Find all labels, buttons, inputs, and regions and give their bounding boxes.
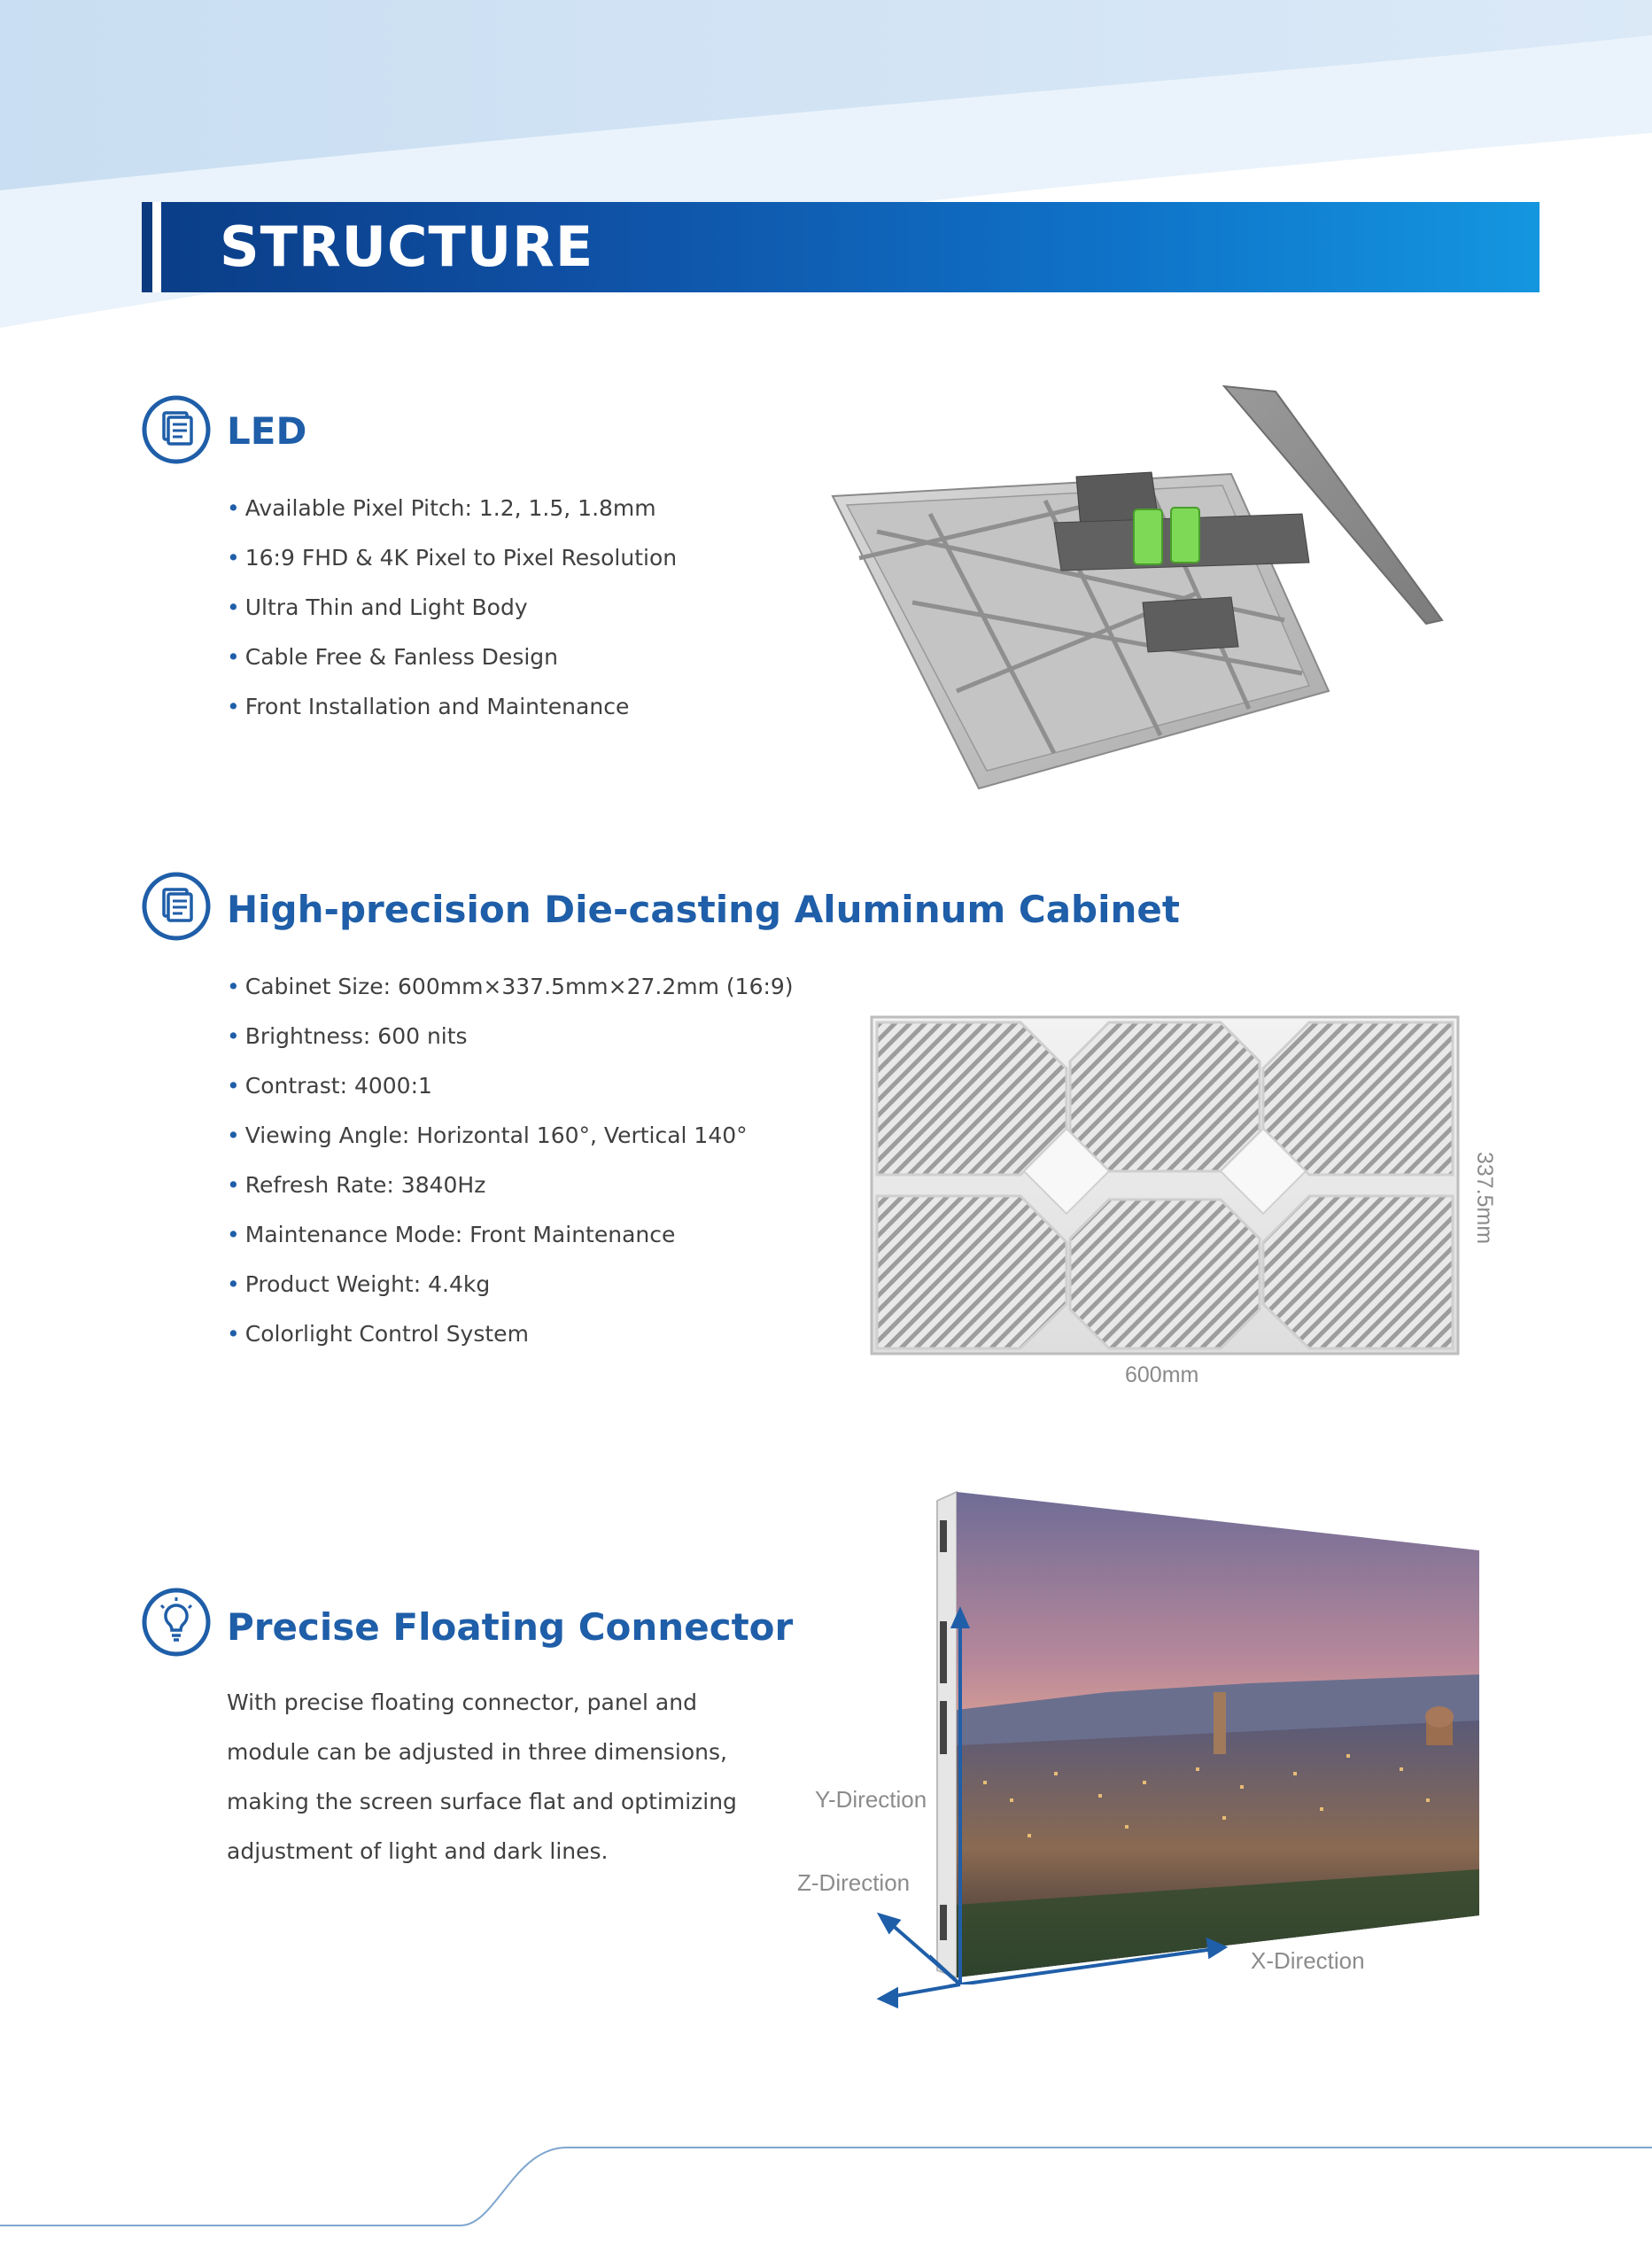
led-cabinet-exploded-image — [824, 381, 1462, 797]
page-title: STRUCTURE — [220, 214, 594, 279]
z-direction-label: Z-Direction — [797, 1869, 911, 1896]
list-item: • Brightness: 600 nits — [227, 1012, 794, 1061]
y-direction-label: Y-Direction — [815, 1786, 927, 1813]
cabinet-section-title: High-precision Die-casting Aluminum Cabinet — [227, 888, 1180, 931]
banner-gap — [152, 202, 161, 292]
list-item: • Product Weight: 4.4kg — [227, 1260, 794, 1309]
document-stack-icon — [142, 872, 211, 941]
list-item: • Colorlight Control System — [227, 1309, 794, 1359]
connector-description: With precise floating connector, panel and module can be adjusted in three dimensions, making the screen surface flat and optimizing adjustment of light and dark lines. — [227, 1689, 737, 1864]
direction-arrows — [850, 1905, 1028, 2064]
list-item: • Maintenance Mode: Front Maintenance — [227, 1210, 794, 1260]
list-item: • Refresh Rate: 3840Hz — [227, 1161, 794, 1210]
lightbulb-icon — [142, 1588, 211, 1657]
cabinet-height-label: 337.5mm — [1472, 1152, 1497, 1245]
bottom-decorative-line — [0, 2144, 1652, 2268]
led-section-title: LED — [227, 409, 307, 453]
x-direction-label: X-Direction — [1251, 1947, 1365, 1974]
list-item: • Cable Free & Fanless Design — [227, 633, 677, 682]
banner-accent-bar — [142, 202, 152, 292]
list-item: • 16:9 FHD & 4K Pixel to Pixel Resolution — [227, 533, 677, 583]
list-item: • Ultra Thin and Light Body — [227, 583, 677, 633]
connector-section-title: Precise Floating Connector — [227, 1605, 794, 1649]
list-item: • Contrast: 4000:1 — [227, 1061, 794, 1111]
list-item: • Viewing Angle: Horizontal 160°, Vertical 140° — [227, 1111, 794, 1161]
list-item: • Front Installation and Maintenance — [227, 682, 677, 732]
cabinet-width-label: 600mm — [1125, 1363, 1199, 1387]
list-item: • Available Pixel Pitch: 1.2, 1.5, 1.8mm — [227, 484, 677, 533]
cabinet-back-image — [870, 1015, 1460, 1357]
cabinet-spec-list — [227, 962, 794, 1359]
list-item: • Cabinet Size: 600mm×337.5mm×27.2mm (16:9) — [227, 962, 794, 1012]
document-stack-icon — [142, 395, 211, 464]
led-feature-list — [227, 484, 677, 732]
